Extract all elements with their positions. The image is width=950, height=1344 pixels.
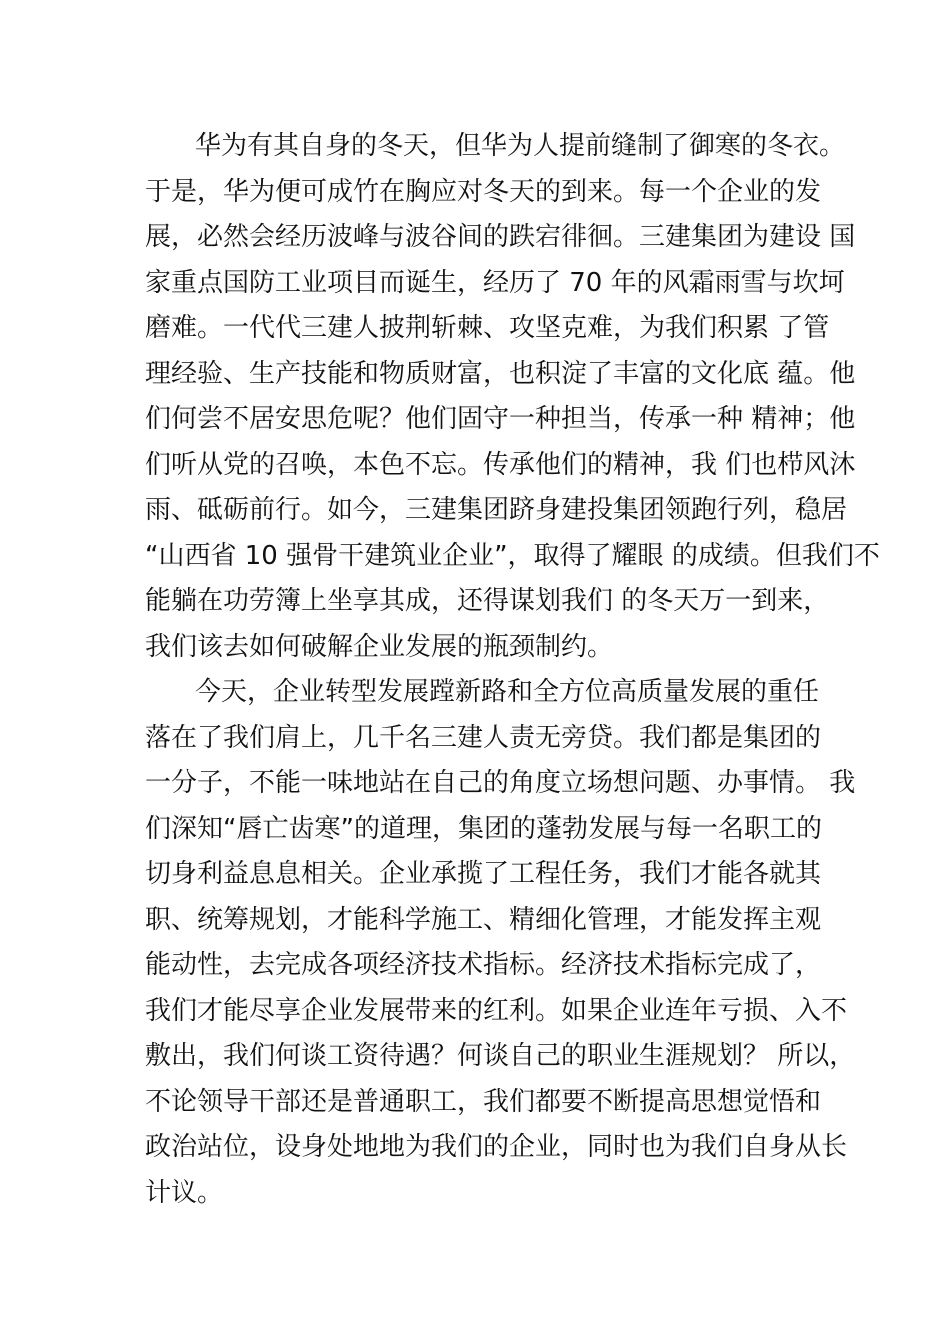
text-line: 我们该去如何破解企业发展的瓶颈制约。 xyxy=(145,632,614,662)
text-line: 我们才能尽享企业发展带来的红利。如果企业连年亏损、入不 xyxy=(145,996,848,1026)
text-line: 雨、砥砺前行。如今，三建集团跻身建投集团领跑行列，稳居 xyxy=(145,495,848,525)
text-line: 们听从党的召唤，本色不忘。传承他们的精神，我 们也栉风沐 xyxy=(145,450,856,480)
text-line: 磨难。一代代三建人披荆斩棘、攻坚克难，为我们积累 了管 xyxy=(145,313,830,343)
text-line: 于是，华为便可成竹在胸应对冬天的到来。每一个企业的发 xyxy=(145,177,822,207)
text-line: 家重点国防工业项目而诞生，经历了 70 年的风霜雨雪与坎坷 xyxy=(145,268,845,298)
text-line: 们深知“唇亡齿寒”的道理，集团的蓬勃发展与每一名职工的 xyxy=(145,814,822,844)
text-line: 理经验、生产技能和物质财富，也积淀了丰富的文化底 蕴。他 xyxy=(145,359,856,389)
text-line: 展，必然会经历波峰与波谷间的跌宕徘徊。三建集团为建设 国 xyxy=(145,222,856,252)
text-line: 政治站位，设身处地地为我们的企业，同时也为我们自身从长 xyxy=(145,1132,848,1162)
text-line: 计议。 xyxy=(145,1178,224,1208)
text-line: 一分子，不能一味地站在自己的角度立场想问题、办事情。 我 xyxy=(145,768,856,798)
text-line: 职、统筹规划，才能科学施工、精细化管理，才能发挥主观 xyxy=(145,905,822,935)
text-line: 落在了我们肩上，几千名三建人责无旁贷。我们都是集团的 xyxy=(145,723,822,753)
text-line: 不论领导干部还是普通职工，我们都要不断提高思想觉悟和 xyxy=(145,1087,822,1117)
text-line: 切身利益息息相关。企业承揽了工程任务，我们才能各就其 xyxy=(145,859,822,889)
text-line: 能动性，去完成各项经济技术指标。经济技术指标完成了， xyxy=(145,950,822,980)
text-line: 华为有其自身的冬天，但华为人提前缝制了御寒的冬衣。 xyxy=(195,131,846,161)
text-line: 敷出，我们何谈工资待遇？何谈自己的职业生涯规划？ 所以， xyxy=(145,1041,856,1071)
text-line: 们何尝不居安思危呢？他们固守一种担当，传承一种 精神；他 xyxy=(145,404,856,434)
text-line: 今天，企业转型发展蹚新路和全方位高质量发展的重任 xyxy=(195,677,820,707)
text-line: 能躺在功劳簿上坐享其成，还得谋划我们 的冬天万一到来， xyxy=(145,586,830,616)
text-line: “山西省 10 强骨干建筑业企业”，取得了耀眼 的成绩。但我们不 xyxy=(145,541,880,571)
